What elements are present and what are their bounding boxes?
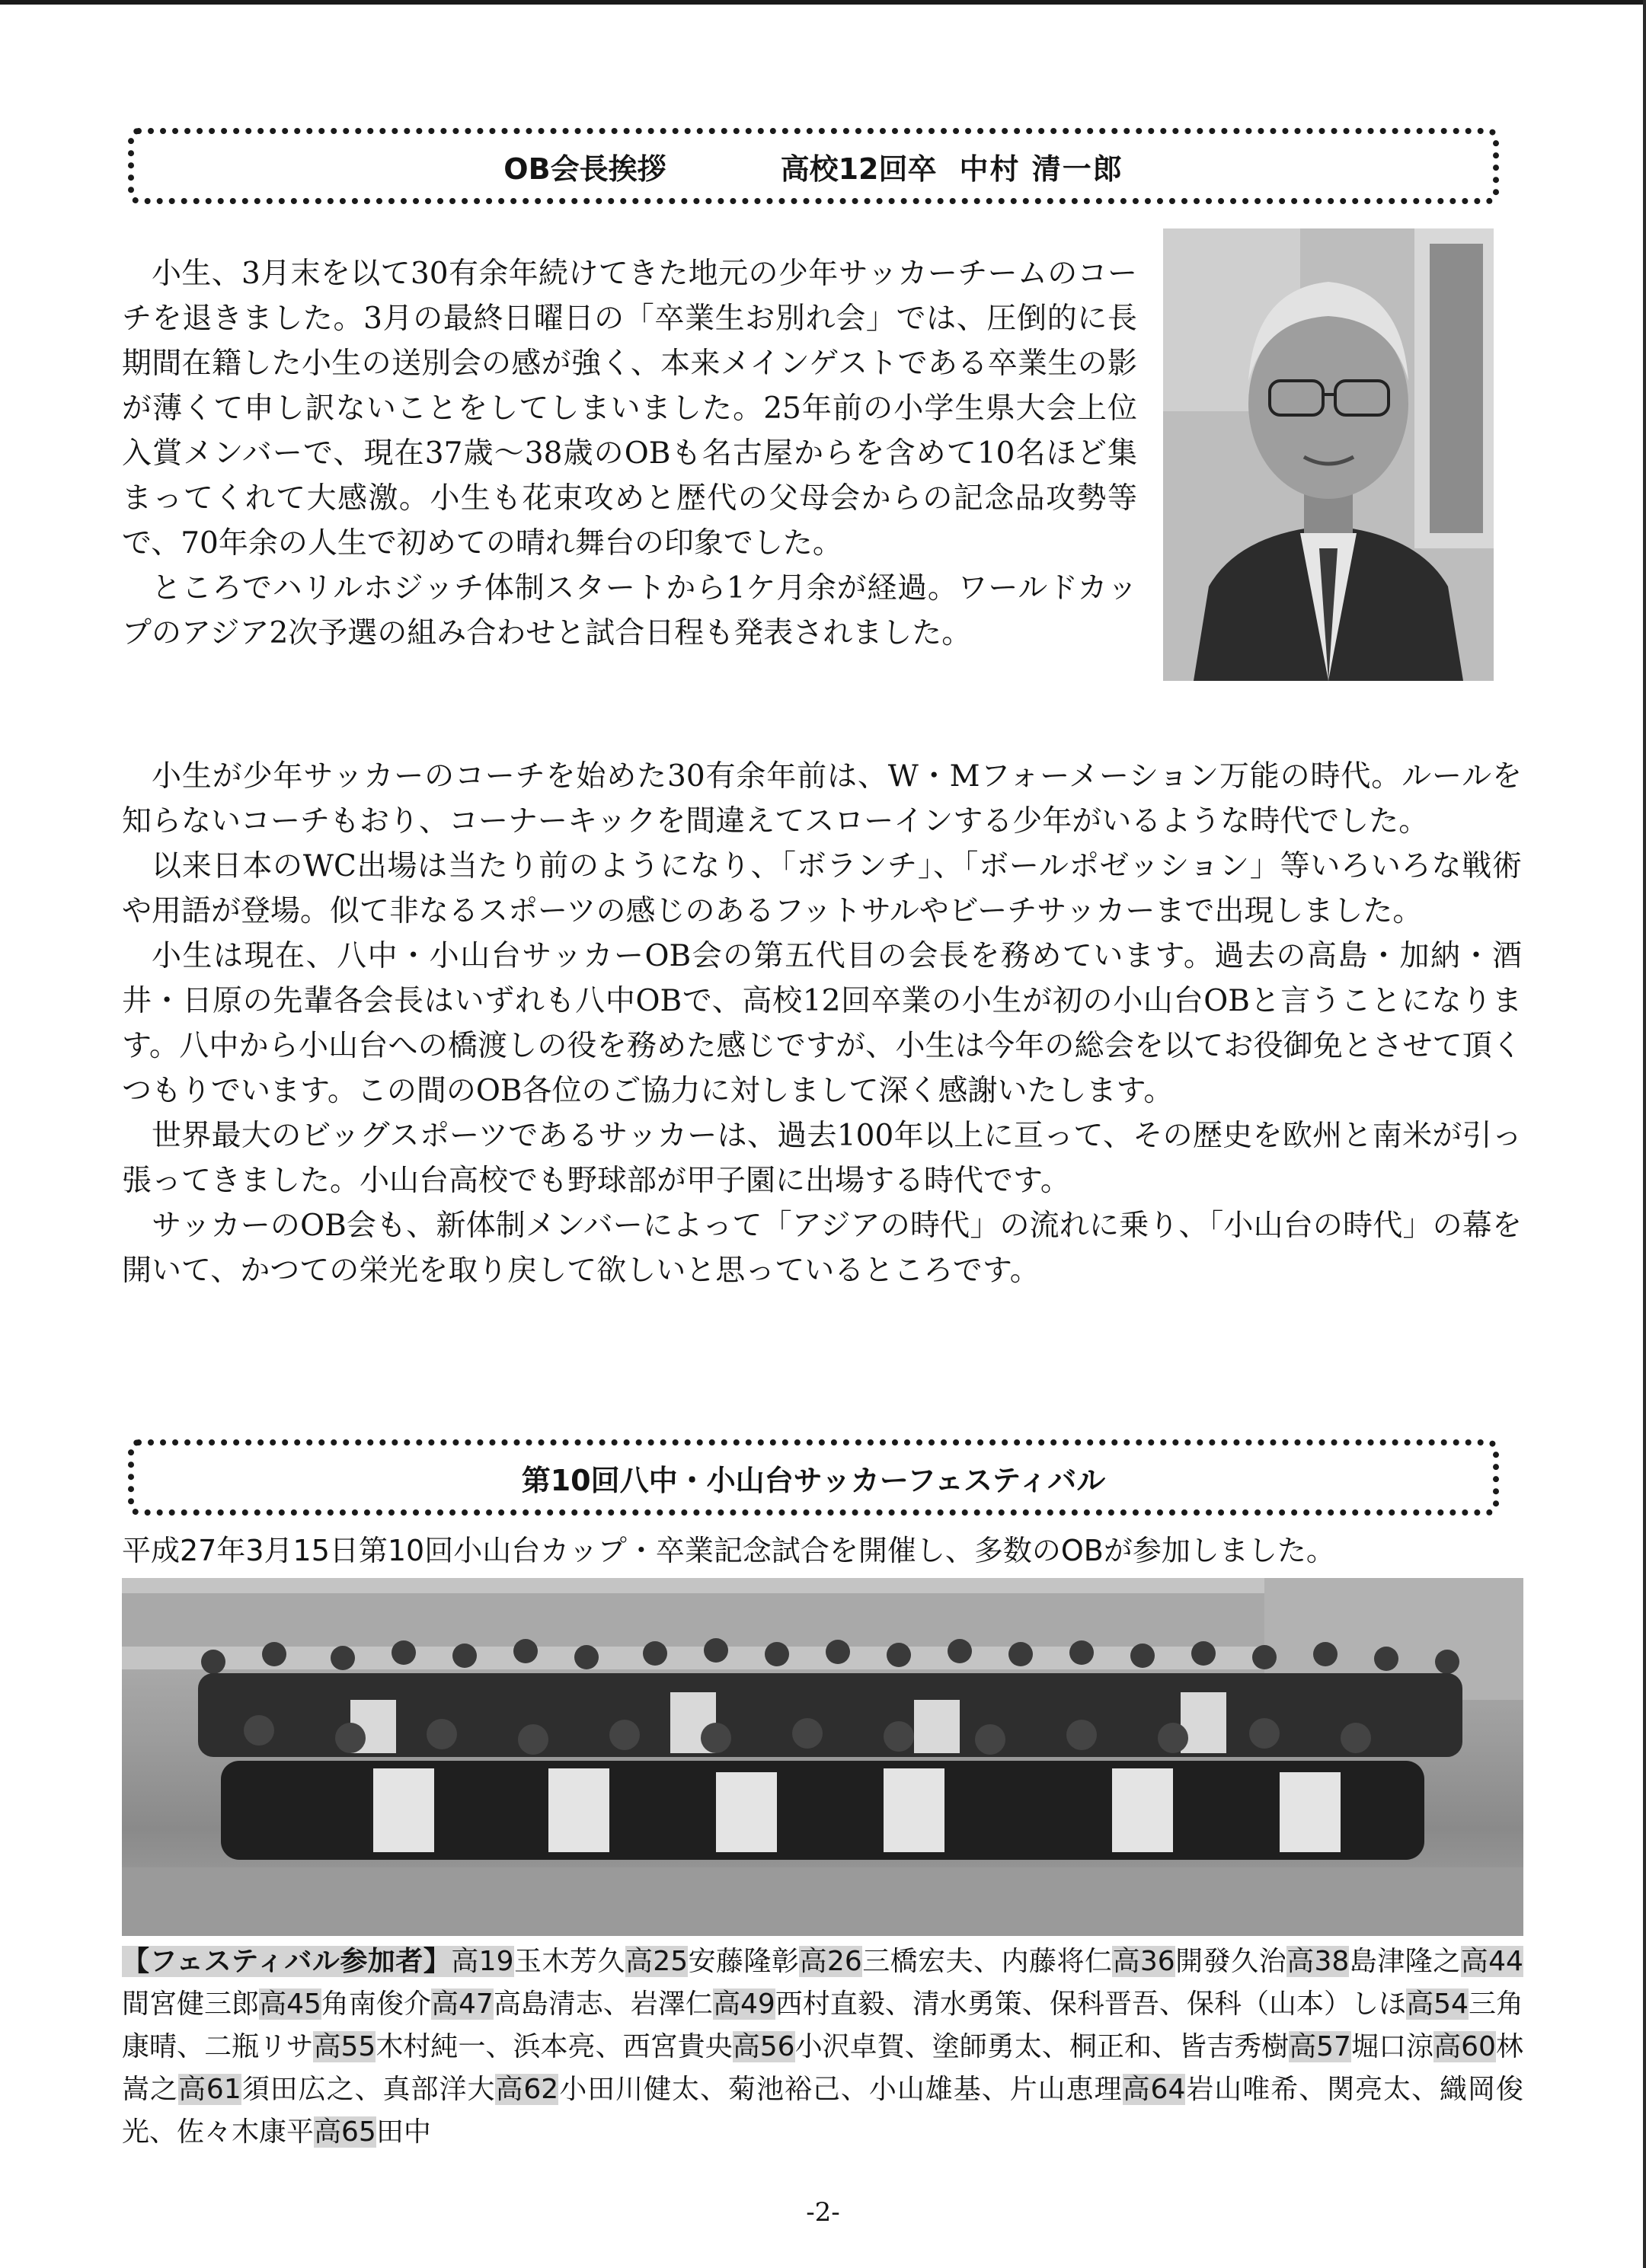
participant-names: 角南俊介 xyxy=(321,1988,431,2020)
page-right-edge xyxy=(1643,0,1646,2268)
participant-class: 高49 xyxy=(712,1988,775,2020)
participant-names: 西村直毅、清水勇策、保科晋吾、保科（山本）しほ xyxy=(775,1988,1407,2020)
participant-class: 高38 xyxy=(1286,1946,1350,1977)
participants-list xyxy=(122,1941,1523,2154)
greeting-title: OB会長挨拶 xyxy=(503,152,666,186)
participant-names: 須田広之、真部洋大 xyxy=(241,2074,496,2105)
author-name: 中村 清一郎 xyxy=(959,152,1123,186)
participant-names: 三橋宏夫、内藤将仁 xyxy=(861,1946,1113,1977)
participants-label: 【フェスティバル参加者】 xyxy=(122,1946,452,1977)
greeting-paragraph: サッカーのOB会も、新体制メンバーによって「アジアの時代」の流れに乗り、「小山台の時代」の幕を開いて、かつての栄光を取り戻して欲しいと思っているところです。 xyxy=(122,1209,1522,1288)
group-photo xyxy=(122,1578,1523,1936)
greeting-paragraph: 小生は現在、八中・小山台サッカーOB会の第五代目の会長を務めています。過去の高島・加納・酒井・日原の先輩各会長はいずれも八中OBで、高校12回卒業の小生が初の小山台OBと言うことになります。八中から小山台への橋渡しの役を務めた感じですが、小生は今年の総会を以てお役御免とさせて頂くつもりでいます。この間のOB各位のご協力に対しまして深く感謝いたします。 xyxy=(122,939,1522,1108)
festival-lead: 平成27年3月15日第10回小山台カップ・卒業記念試合を開催し、多数のOBが参加しました。 xyxy=(122,1534,1335,1567)
participant-names: 玉木芳久 xyxy=(513,1946,625,1977)
page-number: -2- xyxy=(806,2197,840,2228)
participant-names: 高島清志、岩澤仁 xyxy=(493,1988,713,2020)
participant-names: 田中 xyxy=(376,2116,431,2148)
page-top-edge xyxy=(0,0,1646,5)
participant-names: 堀口涼 xyxy=(1350,2031,1434,2062)
participant-names: 小沢卓賀、塗師勇太、桐正和、皆吉秀樹 xyxy=(794,2031,1290,2062)
author-class: 高校12回卒 xyxy=(780,152,937,186)
participant-class: 高44 xyxy=(1460,1946,1523,1977)
participant-class: 高60 xyxy=(1433,2031,1496,2062)
participant-class: 高57 xyxy=(1289,2031,1351,2062)
participant-names: 安藤隆彰 xyxy=(688,1946,800,1977)
greeting-paragraph: 小生、3月末を以て30有余年続けてきた地元の少年サッカーチームのコーチを退きました。3月の最終日曜日の「卒業生お別れ会」では、圧倒的に長期間在籍した小生の送別会の感が強く、本来メインゲストである卒業生の影が薄くて申し訳ないことをしてしまいました。25年前の小学生県大会上位入賞メンバーで、現在37歳～38歳のOBも名古屋からを含めて10名ほど集まってくれて大感激。小生も花束攻めと歴代の父母会からの記念品攻勢等で、70年余の人生で初めての晴れ舞台の印象でした。 xyxy=(122,257,1137,561)
greeting-paragraph: ところでハリルホジッチ体制スタートから1ケ月余が経過。ワールドカップのアジア2次予選の組み合わせと試合日程も発表されました。 xyxy=(122,571,1137,650)
participant-class: 高47 xyxy=(430,1988,494,2020)
participant-class: 高26 xyxy=(799,1946,862,1977)
participant-names: 木村純一、浜本亮、西宮貴央 xyxy=(376,2031,733,2062)
greeting-text-full-width xyxy=(122,754,1522,1293)
participant-class: 高45 xyxy=(259,1988,321,2020)
participant-names: 島津隆之 xyxy=(1349,1946,1461,1977)
author-portrait-photo xyxy=(1163,228,1494,681)
participant-class: 高54 xyxy=(1406,1988,1469,2020)
participant-class: 高61 xyxy=(177,2074,241,2105)
participant-names: 岩山唯希、関亮太、織岡俊光、佐々木康平 xyxy=(122,2074,1523,2148)
participant-class: 高25 xyxy=(625,1946,689,1977)
festival-title: 第10回八中・小山台サッカーフェスティバル xyxy=(521,1463,1106,1497)
participant-class: 高64 xyxy=(1122,2074,1186,2105)
participant-class: 高65 xyxy=(314,2116,376,2148)
greeting-paragraph: 以来日本のWC出場は当たり前のようになり、「ボランチ」、「ボールポゼッション」等いろいろな戦術や用語が登場。似て非なるスポーツの感じのあるフットサルやビーチサッカーまで出現しました。 xyxy=(122,849,1522,928)
greeting-text-beside-photo xyxy=(122,251,1137,656)
greeting-paragraph: 世界最大のビッグスポーツであるサッカーは、過去100年以上に亘って、その歴史を欧州と南米が引っ張ってきました。小山台高校でも野球部が甲子園に出場する時代です。 xyxy=(122,1119,1522,1198)
participant-class: 高62 xyxy=(495,2074,559,2105)
participant-class: 高36 xyxy=(1112,1946,1175,1977)
participant-class: 高56 xyxy=(732,2031,795,2062)
festival-header-box xyxy=(128,1439,1499,1516)
participant-names: 林嵩之 xyxy=(122,2031,1523,2105)
participant-class: 高55 xyxy=(313,2031,376,2062)
participant-names: 小田川健太、菊池裕己、小山雄基、片山恵理 xyxy=(558,2074,1123,2105)
greeting-paragraph: 小生が少年サッカーのコーチを始めた30有余年前は、W・Mフォーメーション万能の時代。ルールを知らないコーチもおり、コーナーキックを間違えてスローインする少年がいるような時代でした。 xyxy=(122,759,1522,839)
participant-names: 三角康晴、二瓶リサ xyxy=(122,1988,1523,2062)
participant-names: 開發久治 xyxy=(1175,1946,1287,1977)
participant-names: 間宮健三郎 xyxy=(122,1988,260,2020)
greeting-header-box xyxy=(128,128,1499,204)
participant-class: 高19 xyxy=(451,1946,514,1977)
